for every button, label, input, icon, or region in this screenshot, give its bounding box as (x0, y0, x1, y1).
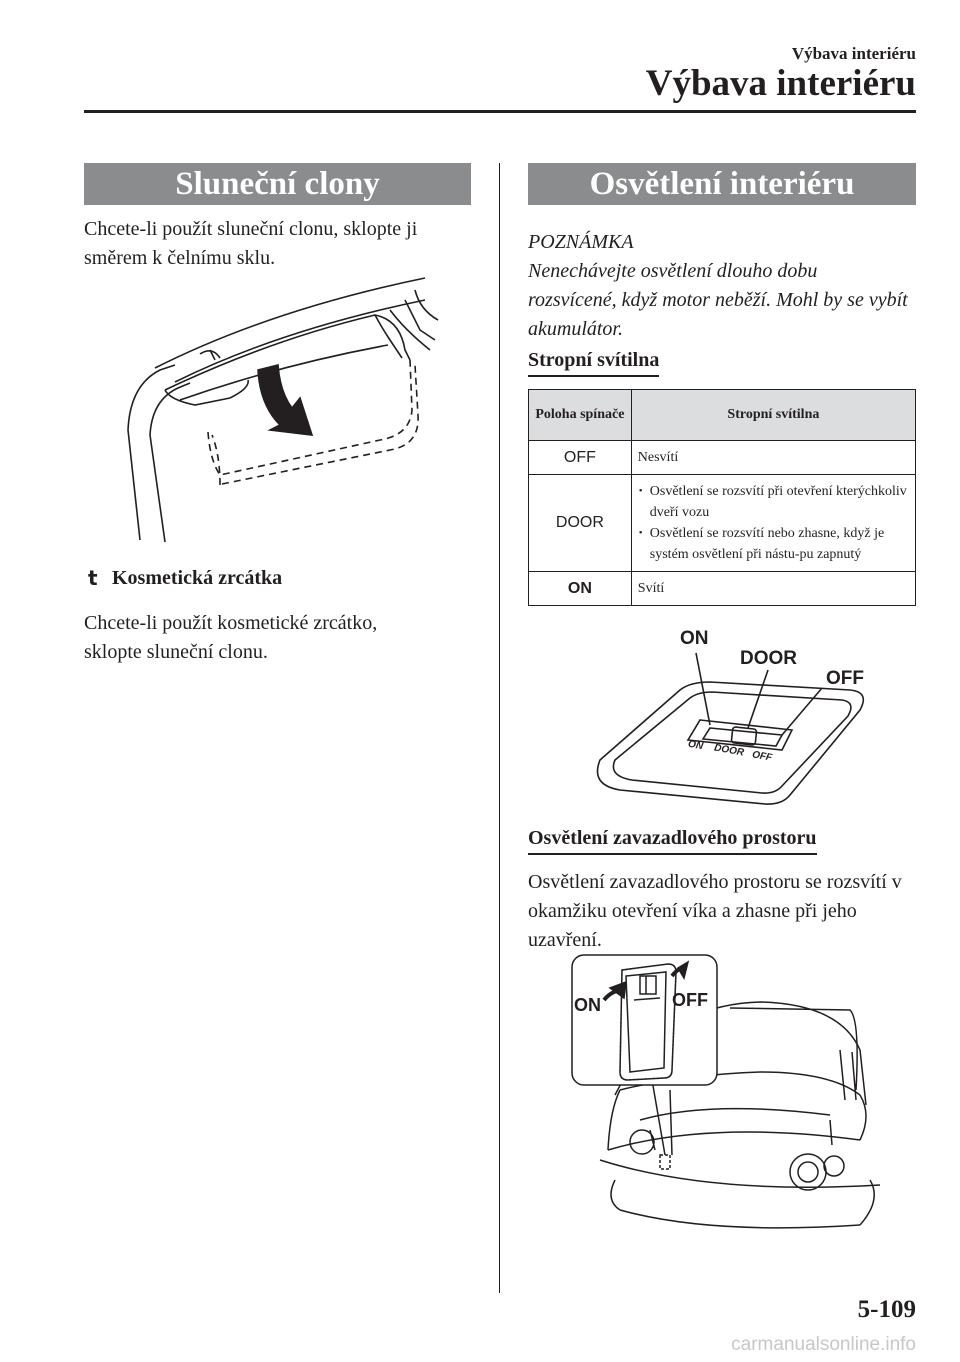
table-header-row (529, 390, 916, 441)
table-row-door (529, 475, 916, 572)
note-title: POZNÁMKA (528, 231, 634, 253)
position-off: OFF (529, 441, 632, 475)
trunk-label-off: OFF (672, 990, 708, 1010)
trunk-light-text: Osvětlení zavazadlového prostoru se rozsvítí v okamžiku otevření víka a zhasne při jeho uzavření. (528, 871, 902, 951)
header-lamp: Stropní svítilna (631, 390, 915, 441)
header-small-title: Výbava interiéru (791, 44, 916, 63)
table-row-on (529, 572, 916, 606)
interior-lighting-heading: Osvětlení interiéru (528, 163, 916, 205)
lamp-switch-door: DOOR (713, 742, 745, 759)
header-large-title: Výbava interiéru (645, 63, 916, 104)
ceiling-lamp-illustration (560, 620, 890, 820)
column-divider (499, 163, 500, 1293)
description-door (631, 475, 915, 572)
lamp-switch-on: ON (687, 738, 704, 753)
note-block (528, 228, 908, 344)
bullet-glyph: t (88, 566, 98, 590)
lamp-label-on: ON (680, 628, 709, 649)
lamp-label-door: DOOR (740, 648, 797, 669)
trunk-label-on: ON (574, 995, 601, 1015)
sun-visors-heading: Sluneční clony (84, 163, 471, 205)
sun-visors-text: Chcete-li použít sluneční clonu, sklopte ji směrem k čelnímu sklu. (84, 218, 418, 269)
vanity-mirrors-text: Chcete-li použít kosmetické zrcátko, sklopte sluneční clonu. (84, 612, 378, 663)
description-door-item: • Osvětlení se rozsvítí při otevření kterýchkoliv dveří vozu (638, 481, 909, 523)
trunk-light-heading: Osvětlení zavazadlového prostoru (528, 827, 817, 855)
note-text: Nenechávejte osvětlení dlouho dobu rozsvícené, když motor neběží. Mohl by se vybít akumulátor. (528, 260, 908, 340)
header-rule (84, 110, 916, 113)
description-off: Nesvítí (631, 441, 915, 475)
page-number: 5-109 (857, 1296, 916, 1323)
lamp-switch-off: OFF (751, 749, 773, 764)
table-row-off (529, 441, 916, 475)
description-on: Svítí (631, 572, 915, 606)
trunk-illustration (560, 950, 890, 1240)
description-door-item: • Osvětlení se rozsvítí nebo zhasne, když je systém osvětlení při nástu-pu zapnutý (638, 523, 909, 565)
position-door: DOOR (529, 475, 632, 572)
lamp-label-off: OFF (826, 668, 864, 689)
watermark: carmanualsonline.info (731, 1334, 916, 1355)
sun-visor-illustration (120, 270, 440, 550)
ceiling-lamp-heading: Stropní svítilna (528, 349, 659, 377)
switch-position-table (528, 389, 916, 606)
vanity-mirrors-heading: Kosmetická zrcátka (112, 567, 283, 589)
header-position: Poloha spínače (529, 390, 632, 441)
position-on: ON (529, 572, 632, 606)
